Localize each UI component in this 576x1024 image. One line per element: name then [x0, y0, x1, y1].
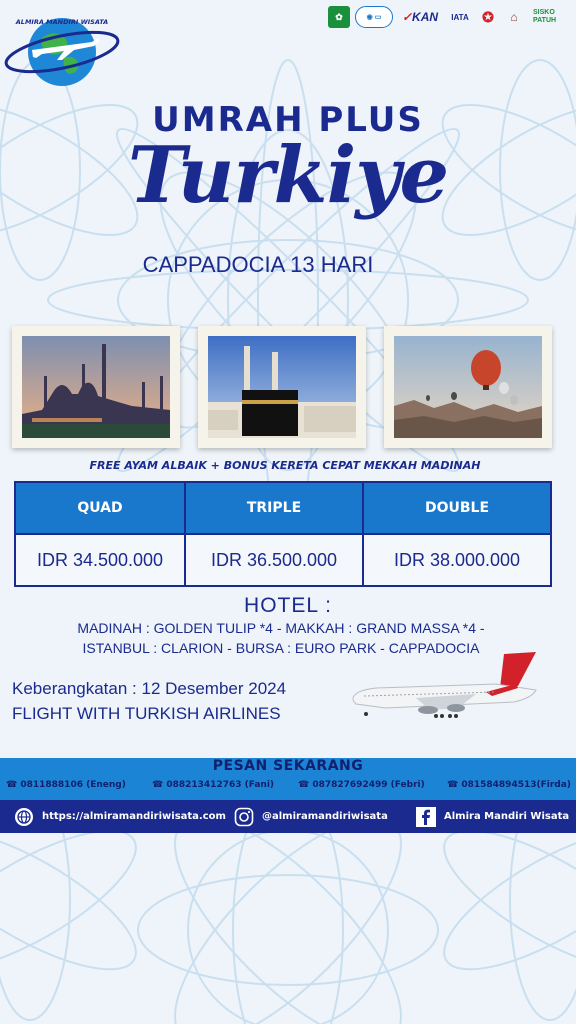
kan-logo: ✓ KAN	[401, 10, 439, 24]
certification-logos	[328, 6, 570, 28]
website-text: https://almiramandiriwisata.com	[42, 811, 226, 822]
photo-cappadocia-balloons	[384, 326, 552, 448]
amphuri-logo-icon: ⌂	[510, 10, 518, 24]
order-heading: PESAN SEKARANG	[212, 758, 364, 774]
facebook-icon	[416, 807, 436, 827]
siskopatuh-logo: SISKO PATUH	[533, 9, 557, 24]
iata-logo: IATA	[451, 12, 469, 22]
promo-text: FREE AYAM ALBAIK + BONUS KERETA CEPAT MEKKAH MADINAH	[89, 459, 481, 472]
price-table-row	[15, 534, 551, 586]
room-type-double: DOUBLE	[363, 482, 551, 534]
phone-contact-3[interactable]: ☎ 087827692499 (Febri)	[298, 780, 425, 790]
price-double: IDR 38.000.000	[363, 534, 551, 586]
website-link[interactable]	[14, 800, 226, 833]
facebook-link[interactable]	[416, 800, 569, 833]
globe-icon	[14, 807, 34, 827]
phone-contact-1[interactable]: ☎ 0811888106 (Eneng)	[6, 780, 126, 790]
facebook-text: Almira Mandiri Wisata	[444, 811, 570, 822]
room-type-triple: TRIPLE	[185, 482, 363, 534]
phone-contact-4[interactable]: ☎ 081584894513(Firda)	[447, 780, 571, 790]
photo-istanbul-mosque	[12, 326, 180, 448]
price-triple: IDR 36.500.000	[185, 534, 363, 586]
himpuh-logo-icon: ✪	[482, 8, 494, 25]
hotel-line-1: MADINAH : GOLDEN TULIP *4 - MAKKAH : GRAND MASSA *4 -	[77, 620, 485, 636]
room-type-quad: QUAD	[15, 482, 185, 534]
phone-contact-2[interactable]: ☎ 088213412763 (Fani)	[152, 780, 275, 790]
hotel-heading: HOTEL :	[244, 594, 332, 617]
instagram-text: @almiramandiriwisata	[262, 811, 388, 822]
title-umrah-plus: UMRAH PLUS	[152, 100, 424, 140]
airline-text: FLIGHT WITH TURKISH AIRLINES	[12, 704, 281, 723]
instagram-link[interactable]	[234, 800, 388, 833]
logo-text: ALMIRA MANDIRI WISATA	[15, 18, 109, 26]
kemenag-logo-icon: ✿	[328, 6, 350, 28]
instagram-icon	[234, 807, 254, 827]
price-quad: IDR 34.500.000	[15, 534, 185, 586]
subtitle-cappadocia: CAPPADOCIA 13 HARI	[142, 252, 374, 277]
hotel-line-2: ISTANBUL : CLARION - BURSA : EURO PARK - CAPPADOCIA	[82, 640, 480, 656]
license-badge-icon: ◉ ▭	[355, 6, 393, 28]
price-table-header	[15, 482, 551, 534]
price-table	[14, 481, 552, 587]
airplane-image	[346, 650, 542, 720]
title-turkiye: Turkiye	[127, 130, 449, 221]
departure-date: Keberangkatan : 12 Desember 2024	[12, 679, 287, 698]
company-logo	[2, 8, 120, 90]
photo-kaaba	[198, 326, 366, 448]
